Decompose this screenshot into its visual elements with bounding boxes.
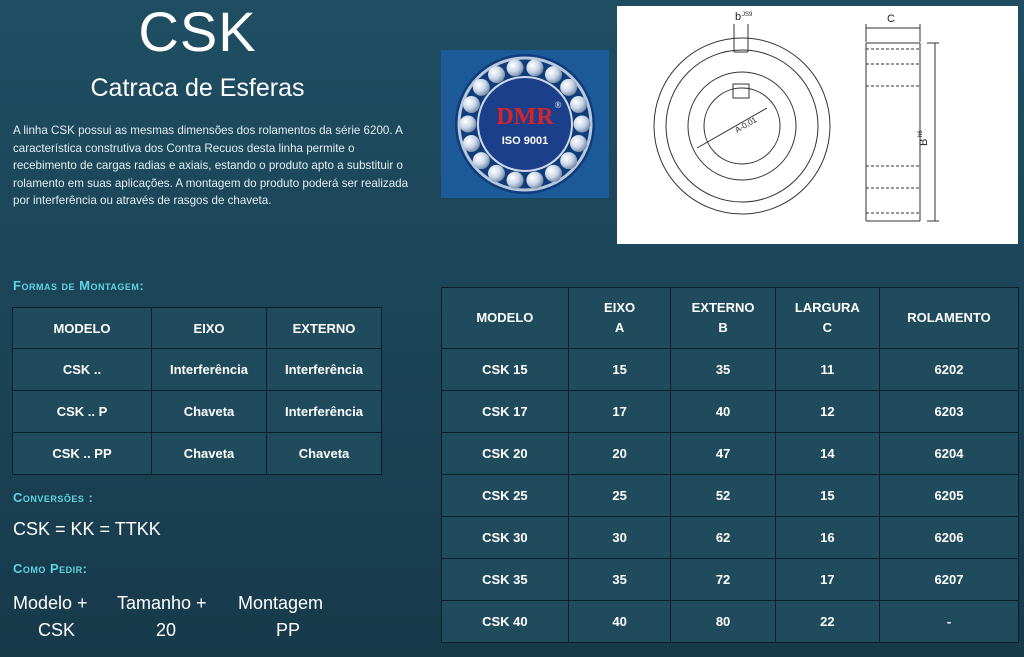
table-cell: 80 xyxy=(671,601,775,643)
table-row xyxy=(13,349,382,391)
bearing-ball xyxy=(526,172,543,189)
table-cell: CSK 15 xyxy=(442,349,569,391)
drawing-label-bmax-sup: h6 xyxy=(918,130,924,137)
table-row xyxy=(442,517,1019,559)
table-cell: 15 xyxy=(775,475,879,517)
bearing-ball xyxy=(560,152,577,169)
logo-registered-mark: ® xyxy=(554,100,562,110)
table-cell: 40 xyxy=(568,601,671,643)
table-cell: 25 xyxy=(568,475,671,517)
bearing-logo-graphic xyxy=(441,50,609,198)
drawing-label-bmax: B xyxy=(918,138,930,146)
ordering-value-mounting: PP xyxy=(276,620,301,640)
page-subtitle: Catraca de Esferas xyxy=(90,74,305,102)
bearing-ball xyxy=(473,79,490,96)
table-cell: 6202 xyxy=(879,349,1018,391)
table-cell: Chaveta xyxy=(152,391,267,433)
mounting-table xyxy=(12,307,382,475)
table-cell: CSK 17 xyxy=(442,391,569,433)
logo-brand-text: DMR xyxy=(496,104,554,130)
mounting-col-header: EXTERNO xyxy=(267,308,382,349)
table-row xyxy=(442,349,1019,391)
table-cell: CSK 20 xyxy=(442,433,569,475)
bearing-ball xyxy=(507,172,524,189)
table-cell: CSK .. xyxy=(13,349,152,391)
bearing-ball xyxy=(463,96,480,113)
bearing-ball xyxy=(488,165,505,182)
ordering-label-mounting: Montagem xyxy=(238,593,324,613)
mounting-col-header: EIXO xyxy=(152,308,267,349)
table-cell: 17 xyxy=(568,391,671,433)
table-row xyxy=(442,559,1019,601)
table-cell: CSK .. PP xyxy=(13,433,152,475)
table-cell: 35 xyxy=(671,349,775,391)
bearing-ball xyxy=(570,135,587,152)
table-cell: CSK .. P xyxy=(13,391,152,433)
table-cell: 6205 xyxy=(879,475,1018,517)
table-cell: 22 xyxy=(775,601,879,643)
bearing-ball xyxy=(574,116,591,133)
table-cell: 72 xyxy=(671,559,775,601)
logo-cert-text: ISO 9001 xyxy=(501,135,549,147)
table-cell: 62 xyxy=(671,517,775,559)
table-cell: 16 xyxy=(775,517,879,559)
table-cell: CSK 40 xyxy=(442,601,569,643)
table-row xyxy=(442,433,1019,475)
table-cell: 35 xyxy=(568,559,671,601)
bearing-ball xyxy=(560,79,577,96)
drawing-label-b-sup: JS9 xyxy=(742,12,753,18)
specs-table xyxy=(441,287,1019,643)
table-cell: 6206 xyxy=(879,517,1018,559)
drawing-label-a: A-0,01 xyxy=(733,115,759,135)
ordering-value-size: 20 xyxy=(156,620,177,640)
specs-col-header: EXTERNO B xyxy=(671,288,775,349)
technical-drawing xyxy=(617,6,1018,244)
table-cell: 47 xyxy=(671,433,775,475)
bearing-ball xyxy=(545,66,562,83)
table-cell: 17 xyxy=(775,559,879,601)
table-cell: 30 xyxy=(568,517,671,559)
mounting-heading: Formas de Montagem: xyxy=(13,278,145,293)
specs-col-header: MODELO xyxy=(442,288,569,349)
page-title: CSK xyxy=(138,0,257,63)
specs-col-header: EIXO A xyxy=(568,288,671,349)
ordering-heading: Como Pedir: xyxy=(13,561,88,576)
bearing-ball xyxy=(473,152,490,169)
table-cell: CSK 25 xyxy=(442,475,569,517)
table-cell: 14 xyxy=(775,433,879,475)
drawing-label-c: C xyxy=(887,13,895,25)
table-cell: 52 xyxy=(671,475,775,517)
table-row xyxy=(442,475,1019,517)
table-cell: 40 xyxy=(671,391,775,433)
conversions-text: CSK = KK = TTKK xyxy=(13,519,161,539)
bearing-ball xyxy=(460,116,477,133)
table-cell: Chaveta xyxy=(152,433,267,475)
specs-col-header: ROLAMENTO xyxy=(879,288,1018,349)
bearing-ball xyxy=(545,165,562,182)
table-cell: 20 xyxy=(568,433,671,475)
table-row xyxy=(442,601,1019,643)
mounting-header-row xyxy=(13,308,382,349)
table-cell: 11 xyxy=(775,349,879,391)
table-cell: - xyxy=(879,601,1018,643)
conversions-heading: Conversões : xyxy=(13,490,94,505)
bearing-ball xyxy=(488,66,505,83)
ordering-label-size: Tamanho + xyxy=(117,593,207,613)
specs-col-header: LARGURA C xyxy=(775,288,879,349)
table-cell: 15 xyxy=(568,349,671,391)
table-cell: 6204 xyxy=(879,433,1018,475)
table-cell: 6203 xyxy=(879,391,1018,433)
dmr-logo xyxy=(441,50,609,198)
table-cell: CSK 35 xyxy=(442,559,569,601)
table-cell: Interferência xyxy=(152,349,267,391)
table-cell: Chaveta xyxy=(267,433,382,475)
mounting-col-header: MODELO xyxy=(13,308,152,349)
product-description: A linha CSK possui as mesmas dimensões dos rolamentos da série 6200. A característica construtiva dos Contra Recuos desta linha permite o recebimento de cargas radias e axiais, estando o produto apto a substituir o rolamento em suas aplicações. A montagem do produto poderá ser realizada por interferência ou através de rasgos de chaveta. xyxy=(13,124,409,208)
bearing-ball xyxy=(526,59,543,76)
table-row xyxy=(13,391,382,433)
table-cell: 12 xyxy=(775,391,879,433)
table-cell: 6207 xyxy=(879,559,1018,601)
drawing-label-b: b xyxy=(735,11,742,23)
ordering-label-model: Modelo + xyxy=(13,593,88,613)
ordering-value-model: CSK xyxy=(38,620,76,640)
specs-header-row xyxy=(442,288,1019,349)
bearing-ball xyxy=(463,135,480,152)
bearing-ball xyxy=(570,96,587,113)
table-row xyxy=(442,391,1019,433)
table-cell: Interferência xyxy=(267,349,382,391)
table-cell: CSK 30 xyxy=(442,517,569,559)
table-row xyxy=(13,433,382,475)
table-cell: Interferência xyxy=(267,391,382,433)
ratchet-drawing-svg xyxy=(617,6,1018,244)
bearing-ball xyxy=(507,59,524,76)
